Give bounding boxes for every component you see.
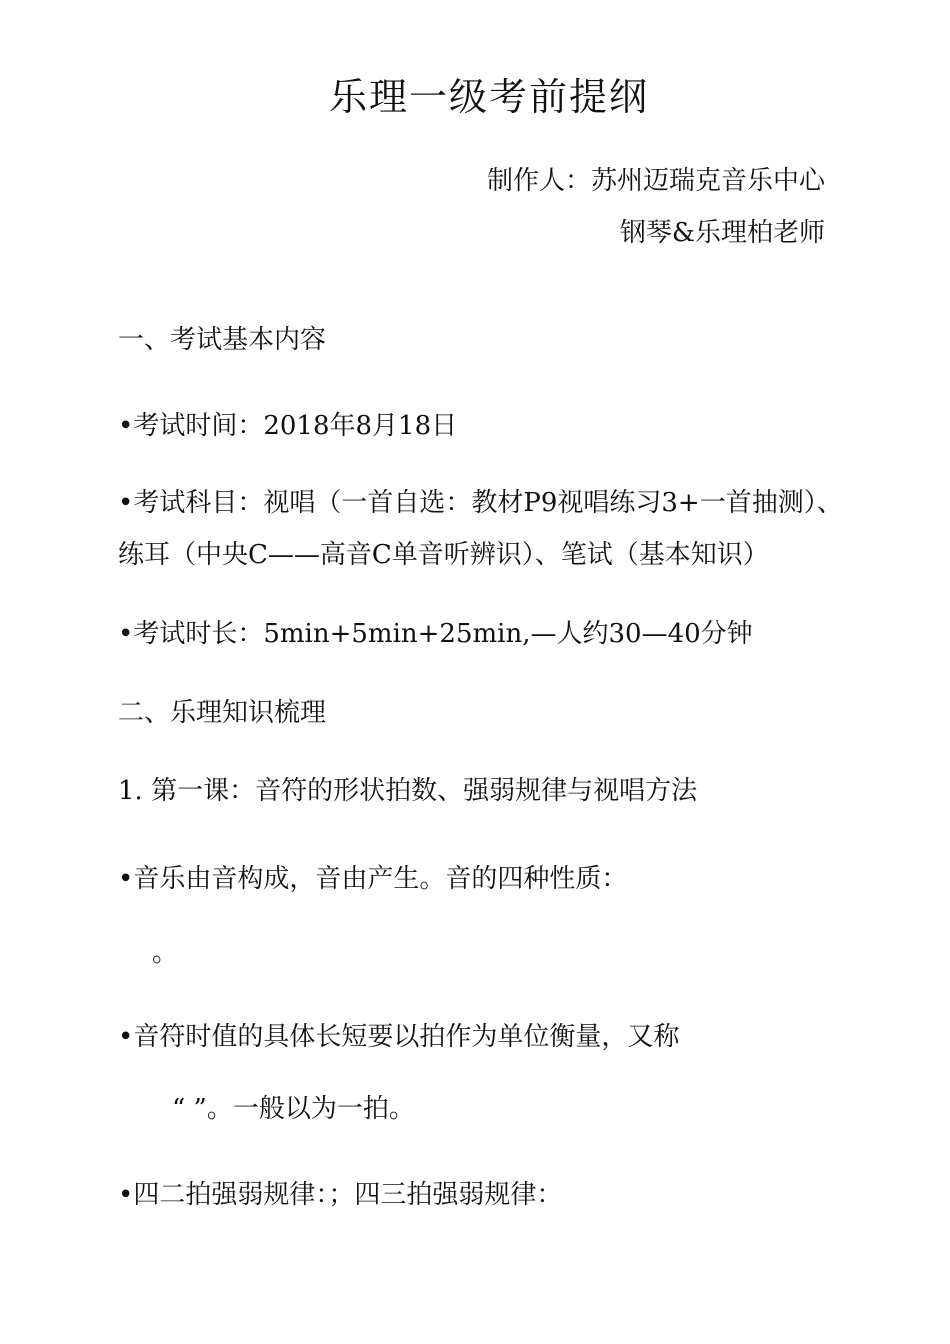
author-line: 制作人：苏州迈瑞克音乐中心 xyxy=(486,166,825,196)
exam-subjects-continued: 练耳（中央C——高音C单音听辨识）、笔试（基本知识） xyxy=(118,540,769,570)
section-heading-theory: 二、乐理知识梳理 xyxy=(118,698,327,728)
section-heading-basic-content: 一、考试基本内容 xyxy=(118,325,327,355)
exam-time-item: •考试时间：2018年8月18日 xyxy=(118,411,458,441)
note-properties-blank: 。 xyxy=(152,938,179,968)
note-properties-item: •音乐由音构成，音由产生。音的四种性质： xyxy=(118,864,628,894)
meter-rules-item: •四二拍强弱规律：；四三拍强弱规律： xyxy=(118,1180,563,1210)
lesson-heading: 1. 第一课：音符的形状拍数、强弱规律与视唱方法 xyxy=(118,776,698,806)
teacher-line: 钢琴&乐理柏老师 xyxy=(619,218,825,248)
note-duration-continued: “ ”。一般以为一拍。 xyxy=(172,1094,415,1124)
exam-duration-item: •考试时长：5min+5min+25min,—人约30—40分钟 xyxy=(118,619,753,649)
note-duration-item: •音符时值的具体长短要以拍作为单位衡量，又称 xyxy=(118,1022,680,1052)
document-title: 乐理一级考前提纲 xyxy=(328,75,649,119)
exam-subjects-item: •考试科目：视唱（一首自选：教材P9视唱练习3+一首抽测）、 xyxy=(118,488,843,518)
